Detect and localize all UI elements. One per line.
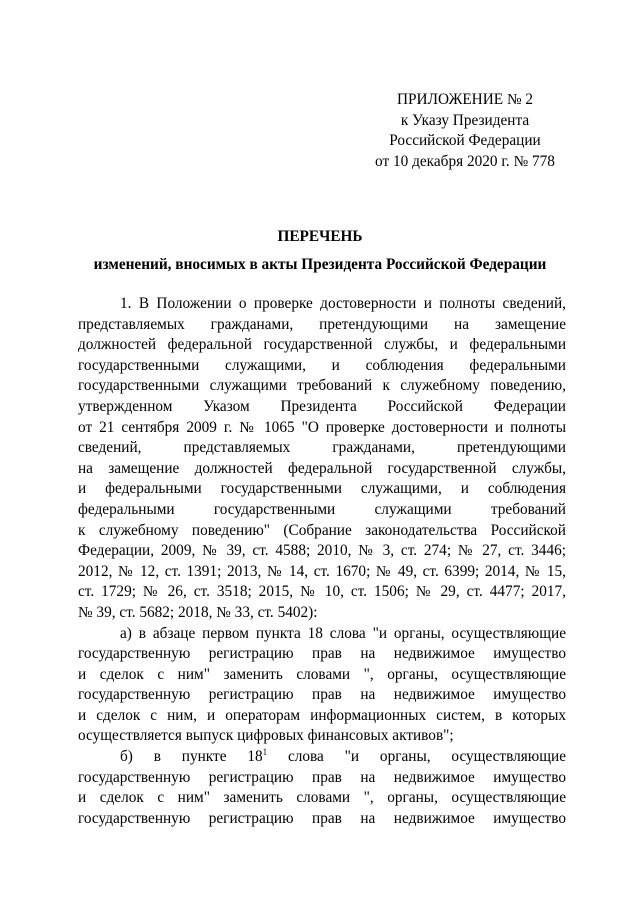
- text-line: а) в абзаце первом пункта 18 слова "и органы, осуществляющие: [120, 624, 566, 642]
- text-line: федеральными государственными служащими требований: [78, 500, 566, 518]
- item-b-line: [78, 747, 566, 768]
- text-line: к служебному поведению" (Собрание законодательства Российской: [78, 521, 566, 539]
- text-line: утвержденном Указом Президента Российской Федерации: [78, 397, 566, 415]
- annex-block: [360, 90, 570, 172]
- text-line: государственную регистрацию прав на недвижимое имущество: [78, 768, 566, 786]
- text-line: государственную регистрацию прав на недвижимое имущество: [78, 809, 566, 827]
- document-body: [78, 294, 566, 829]
- text-line: государственную регистрацию прав на недвижимое имущество: [78, 686, 566, 704]
- text-line: государственными служащими, и соблюдения федеральными: [78, 356, 566, 374]
- annex-line-2: Российской Федерации: [389, 132, 541, 150]
- text-line: сведений, представляемых гражданами, претендующими: [78, 439, 566, 457]
- text-line: и федеральными государственными служащими, и соблюдения: [78, 480, 566, 498]
- item-b-lead: б) в пункте 18: [120, 748, 263, 766]
- annex-line-3: от 10 декабря 2020 г. № 778: [375, 152, 555, 170]
- annex-title: ПРИЛОЖЕНИЕ № 2: [396, 91, 534, 108]
- text-line: государственную регистрацию прав на недвижимое имущество: [78, 645, 566, 663]
- text-line: Федерации, 2009, № 39, ст. 4588; 2010, № 3, ст. 274; № 27, ст. 3446;: [78, 542, 566, 560]
- item-b-tail: слова "и органы, осуществляющие: [267, 748, 566, 766]
- item-b-superscript: 1: [262, 747, 268, 758]
- text-line: представляемых гражданами, претендующими на замещение: [78, 315, 566, 333]
- text-line: ст. 1729; № 26, ст. 3518; 2015, № 10, ст. 1506; № 29, ст. 4477; 2017,: [78, 583, 566, 601]
- text-line: 1. В Положении о проверке достоверности и полноты сведений,: [120, 295, 566, 312]
- text-line: 2012, № 12, ст. 1391; 2013, № 14, ст. 1670; № 49, ст. 6399; 2014, № 15,: [78, 562, 566, 580]
- document-title: ПЕРЕЧЕНЬ: [277, 228, 363, 245]
- text-line: должностей федеральной государственной службы, и федеральными: [78, 336, 566, 354]
- document-subtitle: изменений, вносимых в акты Президента Российской Федерации: [93, 256, 547, 273]
- text-line: № 39, ст. 5682; 2018, № 33, ст. 5402):: [78, 603, 318, 621]
- text-line: и сделок с ним, и операторам информационных систем, в которых: [78, 706, 566, 724]
- text-line: на замещение должностей федеральной государственной службы,: [78, 459, 566, 477]
- text-line: осуществляется выпуск цифровых финансовых активов";: [78, 727, 454, 745]
- text-line: государственными служащими требований к служебному поведению,: [78, 377, 566, 395]
- text-line: и сделок с ним" заменить словами ", органы, осуществляющие: [78, 789, 566, 807]
- text-line: от 21 сентября 2009 г. № 1065 "О проверке достоверности и полноты: [78, 418, 566, 436]
- text-line: и сделок с ним" заменить словами ", органы, осуществляющие: [78, 665, 566, 683]
- annex-line-1: к Указу Президента: [400, 111, 530, 129]
